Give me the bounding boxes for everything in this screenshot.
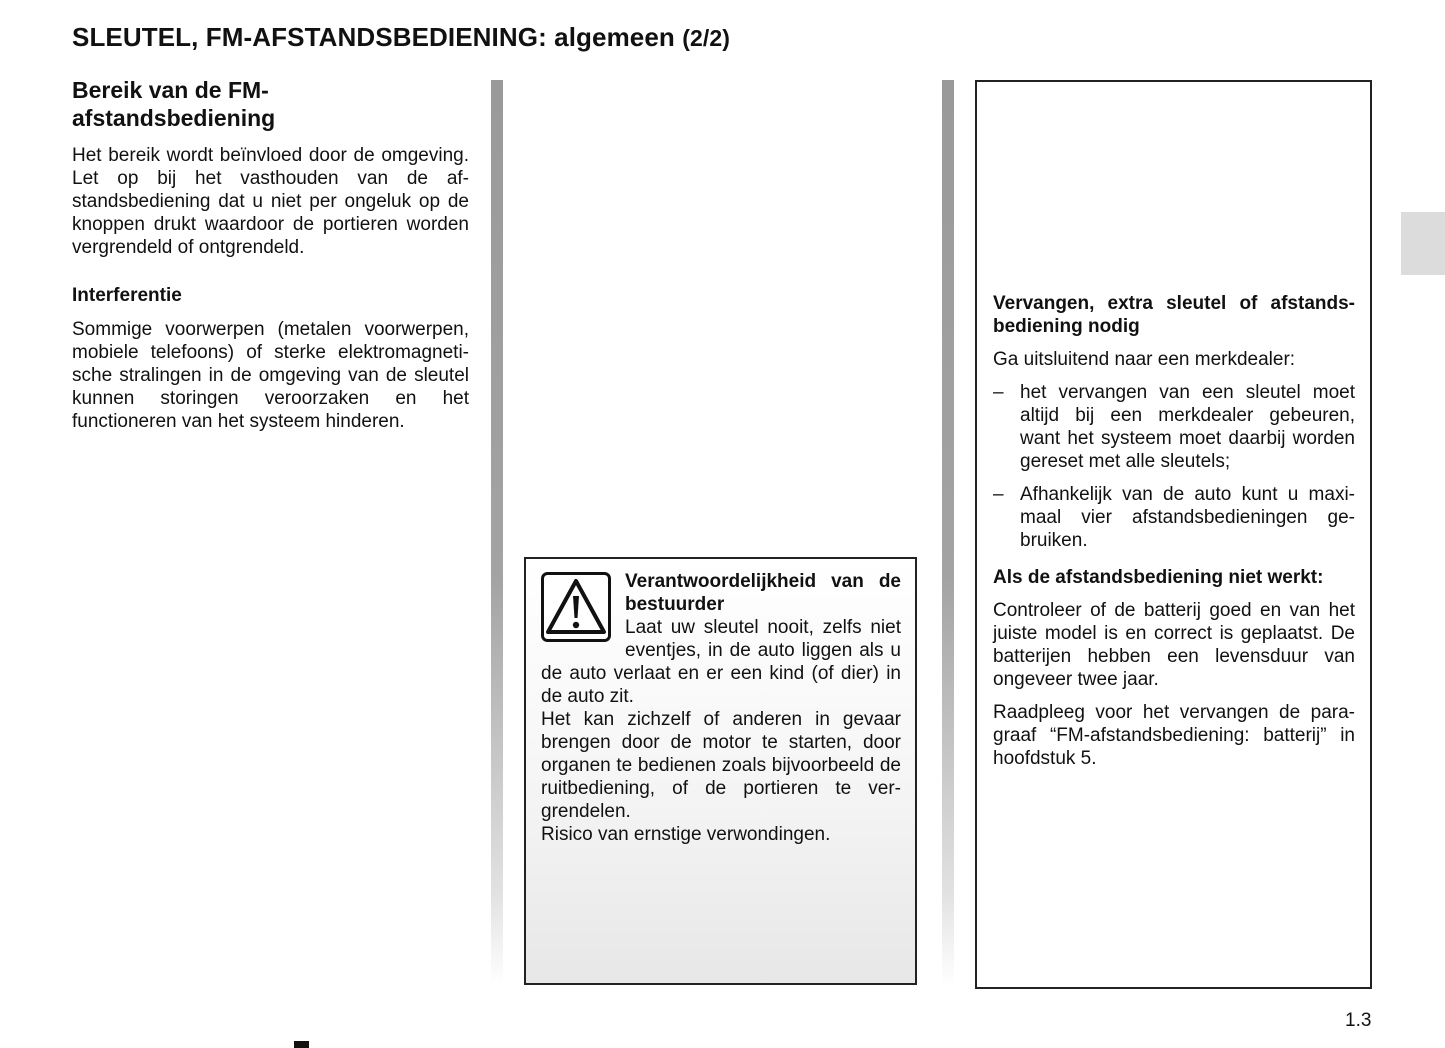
page-title-suffix: (2/2) <box>682 25 731 51</box>
replacement-list <box>993 381 1355 552</box>
battery-check-text: Controleer of de batterij goed en van het juiste model is en correct is geplaatst. De batterijen hebben een levensduur van ongeveer twee jaar. <box>993 600 1355 690</box>
info-box <box>975 80 1372 989</box>
battery-reference-text: Raadpleeg voor het vervangen de paragraaf “FM-afstandsbediening: batterij” in hoofdstuk 5. <box>993 702 1355 769</box>
warning-text: Risico van ernstige verwondingen. <box>541 824 831 845</box>
page-title <box>72 22 730 53</box>
not-working-heading: Als de afstandsbediening niet werkt: <box>993 567 1324 588</box>
list-item <box>993 381 1355 473</box>
page-title-text: SLEUTEL, FM-AFSTANDSBEDIENING: algemeen <box>72 22 675 52</box>
warning-triangle-icon <box>541 572 611 642</box>
range-heading: Bereik van de FM-afstandsbediening <box>72 77 276 131</box>
crop-mark <box>294 1041 309 1048</box>
list-item-text: Afhankelijk van de auto kunt u maximaal vier afstandsbedieningen gebruiken. <box>1020 484 1355 551</box>
replacement-heading: Vervangen, extra sleutel of afstandsbediening nodig <box>993 293 1355 337</box>
list-bullet: – <box>993 484 1004 505</box>
interference-heading: Interferentie <box>72 285 182 306</box>
list-item-text: het vervangen van een sleutel moet altijd bij een merkdealer gebeuren, want het systeem moet daarbij worden gereset met alle sleutels; <box>1020 382 1355 472</box>
range-text: Het bereik wordt beïnvloed door de omgeving. Let op bij het vasthouden van de afstandsbediening dat u niet per ongeluk op de knoppen drukt waardoor de portieren worden vergrendeld of ontgrendeld. <box>72 145 469 258</box>
column-divider-bar <box>942 80 954 985</box>
left-column <box>72 76 469 433</box>
warning-box <box>524 557 917 985</box>
warning-title: Verantwoordelijkheid van de bestuurder <box>625 571 901 615</box>
page-number: 1.3 <box>1345 1010 1372 1031</box>
interference-text: Sommige voorwerpen (metalen voorwerpen, mobiele telefoons) of sterke elektromagnetische stralingen in de omgeving van de sleutel kunnen storingen veroorzaken en het functioneren van het systeem hinderen. <box>72 319 469 432</box>
replacement-intro: Ga uitsluitend naar een merkdealer: <box>993 349 1296 370</box>
column-divider-bar <box>491 80 503 985</box>
chapter-tab <box>1401 212 1445 275</box>
warning-text: Laat uw sleutel nooit, zelfs niet eventjes, in de auto liggen als u de auto verlaat en er een kind (of dier) in de auto zit. <box>541 617 901 707</box>
warning-text: Het kan zichzelf of anderen in gevaar brengen door de motor te starten, door organen te bedienen zoals bijvoorbeeld de ruitbediening, of de portieren te vergrendelen. <box>541 709 901 822</box>
list-bullet: – <box>993 382 1004 403</box>
list-item <box>993 483 1355 552</box>
